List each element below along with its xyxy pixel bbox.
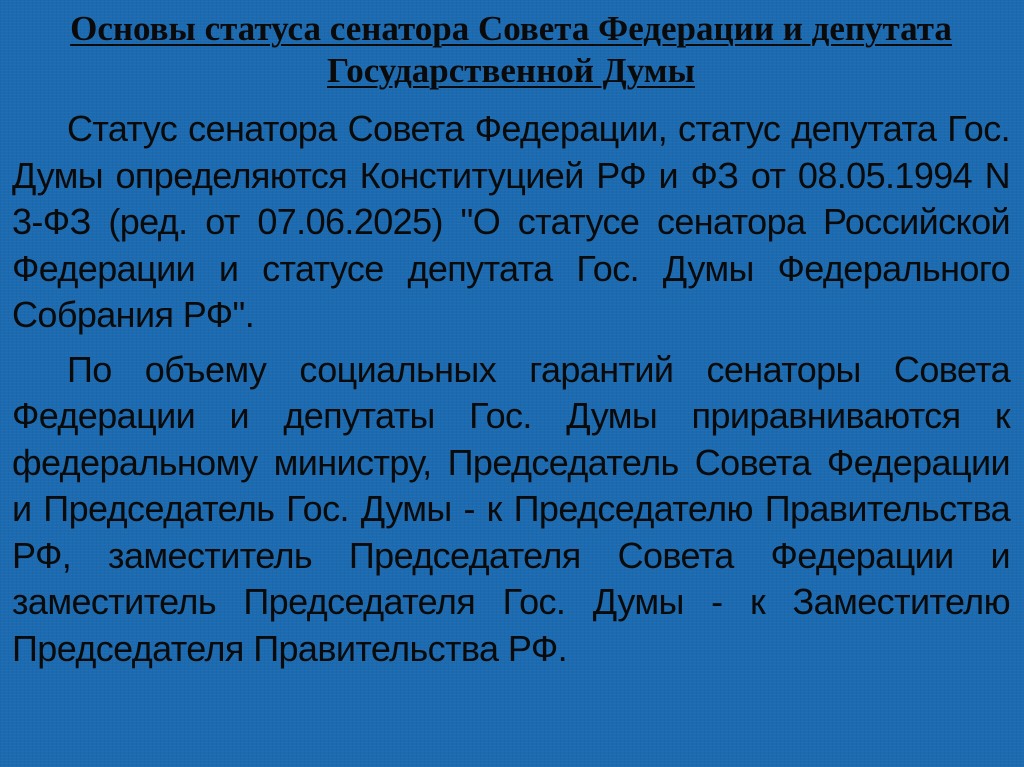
slide-title: Основы статуса сенатора Совета Федерации и депутата Государственной Думы	[70, 9, 952, 90]
slide	[12, 8, 1010, 760]
paragraph-status-law: Статус сенатора Совета Федерации, статус депутата Гос. Думы определяются Конституцией РФ и ФЗ от 08.05.1994 N 3-ФЗ (ред. от 07.06.2025) "О статусе сенатора Российской Федерации и статусе депутата Гос. Думы Федерального Собрания РФ".	[12, 108, 1010, 335]
slide-body	[12, 106, 1010, 672]
paragraph-social-guarantees: По объему социальных гарантий сенаторы Совета Федерации и депутаты Гос. Думы приравниваются к федеральному министру, Председатель Совета Федерации и Председатель Гос. Думы - к Председателю Правительства РФ, заместитель Председателя Совета Федерации и заместитель Председателя Гос. Думы - к Заместителю Председателя Правительства РФ.	[12, 348, 1010, 669]
